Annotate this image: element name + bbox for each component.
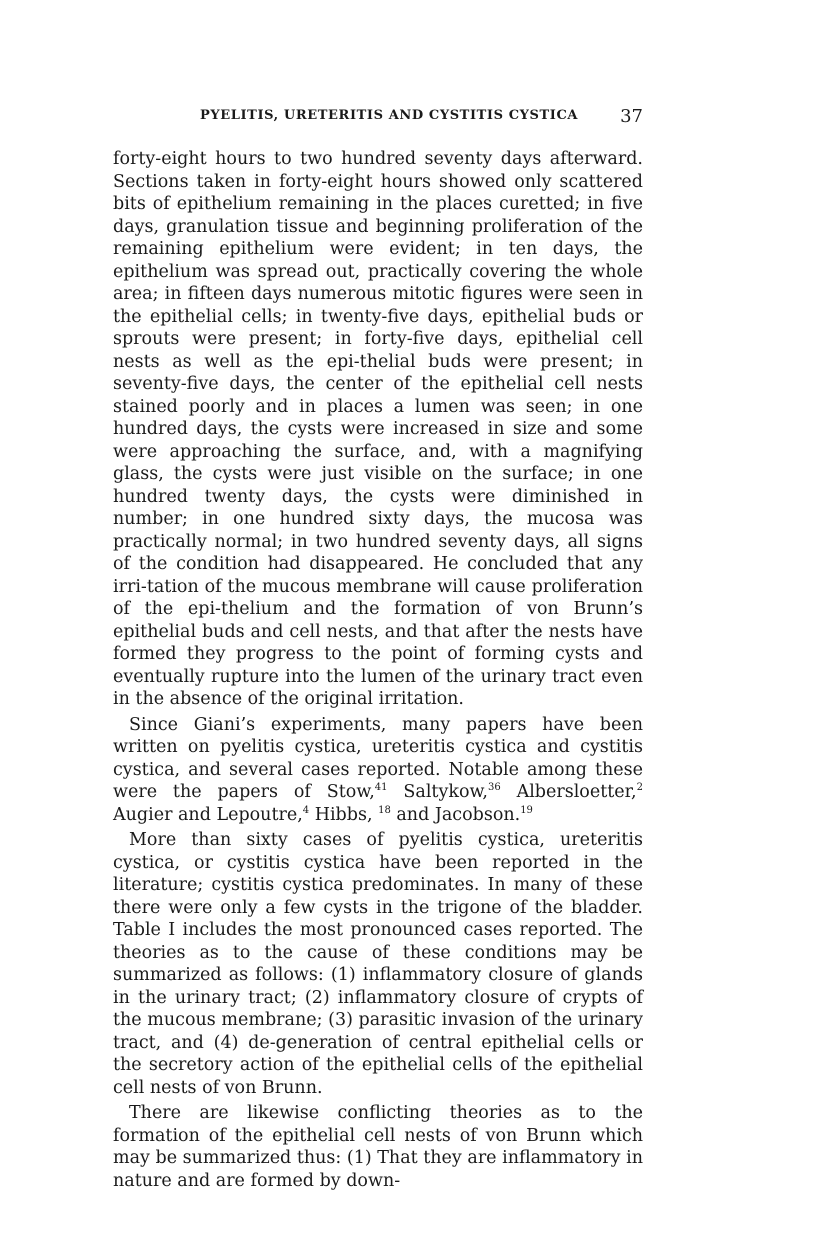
author-hibbs: Hibbs, [309, 804, 379, 825]
literature-intro-text: Since Giani’s experiments, many papers have been written on pyelitis cystica, ureteritis cystica and cystitis cystica, and several cases reported. Notable among these were the papers of Stow, [113, 714, 643, 802]
reference-albersloetter: 2 [636, 782, 643, 794]
paragraph-theories-cause: More than sixty cases of pyelitis cystica, ureteritis cystica, or cystitis cystica have been reported in the literature; cystitis cystica predominates. In many of these there were only a few cysts in the trigone of the bladder. Table I includes the most pronounced cases reported. The theories as to the cause of these conditions may be summarized as follows: (1) inflammatory closure of glands in the urinary tract; (2) inflammatory closure of crypts of the mucous membrane; (3) parasitic invasion of the urinary tract, and (4) de-generation of central epithelial cells or the secretory action of the epithelial cells of the epithelial cell nests of von Brunn. [113, 830, 643, 1098]
reference-jacobson: 19 [520, 804, 533, 816]
reference-saltykow: 36 [487, 782, 501, 794]
reference-hibbs: 18 [378, 804, 391, 816]
running-head [113, 104, 643, 134]
author-augier-lepoutre: Augier and Lepoutre, [113, 804, 303, 825]
author-jacobson: and Jacobson. [390, 804, 521, 825]
body-text [113, 148, 643, 1192]
paragraph-theories-formation: There are likewise conflicting theories as to the formation of the epithelial cell nests of von Brunn which may be summarized thus: (1) That they are inflammatory in nature and are formed by down- [113, 1103, 643, 1191]
reference-stow: 41 [374, 782, 388, 794]
reference-augier-lepoutre: 4 [302, 804, 310, 816]
book-page [113, 104, 643, 1192]
author-albersloetter: Albersloetter, [500, 782, 637, 802]
page-number: 37 [620, 106, 643, 127]
paragraph-literature-review [113, 714, 643, 827]
paragraph-experiment-results: forty-eight hours to two hundred seventy days afterward. Sections taken in forty-eight hours showed only scattered bits of epithelium remaining in the places curetted; in five days, granulation tissue and beginning proliferation of the remaining epithelium were evident; in ten days, the epithelium was spread out, practically covering the whole area; in fifteen days numerous mitotic figures were seen in the epithelial cells; in twenty-five days, epithelial buds or sprouts were present; in forty-five days, epithelial cell nests as well as the epi-thelial buds were present; in seventy-five days, the center of the epithelial cell nests stained poorly and in places a lumen was seen; in one hundred days, the cysts were increased in size and some were approaching the surface, and, with a magnifying glass, the cysts were just visible on the surface; in one hundred twenty days, the cysts were diminished in number; in one hundred sixty days, the mucosa was practically normal; in two hundred seventy days, all signs of the condition had disappeared. He concluded that any irri-tation of the mucous membrane will cause proliferation of the epi-thelium and the formation of von Brunn’s epithelial buds and cell nests, and that after the nests have formed they progress to the point of forming cysts and eventually rupture into the lumen of the urinary tract even in the absence of the original irritation. [113, 149, 643, 709]
running-title: PYELITIS, URETERITIS AND CYSTITIS CYSTICA [200, 108, 579, 123]
author-saltykow: Saltykow, [387, 782, 488, 802]
